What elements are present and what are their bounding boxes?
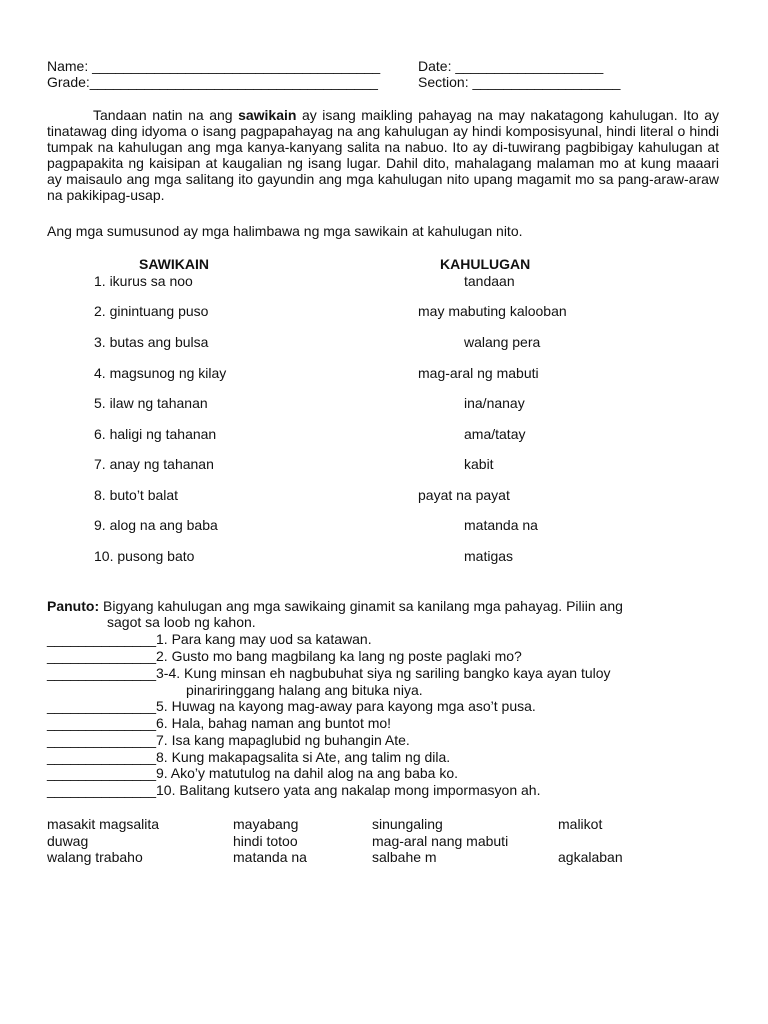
answer-blank[interactable]: ______________ [47, 782, 157, 798]
intro-text-rest: ay isang maikling pahayag na may nakatagong kahulugan. Ito ay tinatawag ding idyoma o isang pagpapahayag na ang kahulugan ay hindi komposisyunal, hindi literal o hindi tumpak na kahulugan ang mga kanya-kanyang salita na nabuo. Ito ay di-tuwirang pagbibigay kahulugan at pagpapakita ng kaisipan at kaugalian ng isang lugar. Dahil dito, mahalagang malaman mo at kung maaari ay maisaulo ang mga salitang ito gayundin ang mga kahulugan nito upang magamit mo sa pang-araw-araw na pakikipag-usap. [47, 107, 719, 203]
item-text: 5. Huwag na kayong mag-away para kayong mga aso’t pusa. [156, 698, 536, 714]
sawikain-item: 4. magsunog ng kilay [94, 365, 227, 381]
item-text: 10. Balitang kutsero yata ang nakalap mong impormasyon ah. [156, 782, 541, 798]
kahulugan-item: payat na payat [418, 487, 510, 503]
item-3-4-continuation: pinariringgang halang ang bituka niya. [186, 682, 423, 698]
answer-blank[interactable]: ______________ [47, 732, 157, 748]
choice-word: mag-aral nang mabuti [372, 833, 509, 849]
exercise-item [47, 732, 410, 748]
sawikain-item: 5. ilaw ng tahanan [94, 395, 208, 411]
item-text: 2. Gusto mo bang magbilang ka lang ng poste paglaki mo? [156, 648, 522, 664]
choice-word: matanda na [233, 849, 307, 865]
answer-blank[interactable]: ______________ [47, 698, 157, 714]
sawikain-item: 7. anay ng tahanan [94, 456, 214, 472]
sawikain-item: 6. haligi ng tahanan [94, 426, 217, 442]
kahulugan-item: mag-aral ng mabuti [418, 365, 539, 381]
choice-word: duwag [47, 833, 89, 849]
kahulugan-item: ama/tatay [464, 426, 526, 442]
sawikain-item: 1. ikurus sa noo [94, 273, 193, 289]
kahulugan-item: may mabuting kalooban [418, 303, 567, 319]
sawikain-header: SAWIKAIN [139, 256, 209, 272]
exercise-item [47, 782, 540, 798]
answer-blank[interactable]: ______________ [47, 765, 157, 781]
grade-field[interactable]: Grade:_____________________________________ [47, 74, 378, 90]
kahulugan-item: ina/nanay [464, 395, 525, 411]
exercise-item [47, 631, 372, 647]
exercise-item [47, 665, 611, 681]
kahulugan-item: kabit [464, 456, 494, 472]
answer-blank[interactable]: ______________ [47, 749, 157, 765]
sawikain-item: 3. butas ang bulsa [94, 334, 209, 350]
panuto-line-2: sagot sa loob ng kahon. [107, 614, 256, 630]
answer-blank[interactable]: ______________ [47, 665, 157, 681]
sawikain-item: 10. pusong bato [94, 548, 195, 564]
kahulugan-item: tandaan [464, 273, 515, 289]
panuto-text-1: Bigyang kahulugan ang mga sawikaing ginamit sa kanilang mga pahayag. Piliin ang [99, 598, 623, 614]
date-field[interactable]: Date: ___________________ [418, 58, 604, 74]
choice-word: masakit magsalita [47, 816, 160, 832]
intro-paragraph [47, 107, 719, 203]
choice-word: malikot [558, 816, 603, 832]
section-field[interactable]: Section: ___________________ [418, 74, 621, 90]
item-text: 6. Hala, bahag naman ang buntot mo! [156, 715, 392, 731]
sawikain-item: 8. buto’t balat [94, 487, 179, 503]
sawikain-term: sawikain [238, 107, 297, 123]
name-field[interactable]: Name: _____________________________________ [47, 58, 381, 74]
intro-text-start: Tandaan natin na ang [93, 107, 239, 123]
item-text: 8. Kung makapagsalita si Ate, ang talim ng dila. [156, 749, 451, 765]
panuto-line-1 [47, 598, 623, 614]
exercise-item [47, 648, 522, 664]
answer-blank[interactable]: ______________ [47, 715, 157, 731]
panuto-label: Panuto: [47, 598, 100, 614]
choice-word: salbahe m [372, 849, 437, 865]
exercise-item [47, 765, 458, 781]
examples-intro: Ang mga sumusunod ay mga halimbawa ng mga sawikain at kahulugan nito. [47, 223, 523, 239]
exercise-item [47, 715, 391, 731]
exercise-item [47, 698, 536, 714]
choice-word: hindi totoo [233, 833, 298, 849]
kahulugan-item: matigas [464, 548, 514, 564]
choice-word: sinungaling [372, 816, 443, 832]
exercise-item [47, 749, 450, 765]
answer-blank[interactable]: ______________ [47, 648, 157, 664]
item-text: 9. Ako’y matutulog na dahil alog na ang baba ko. [156, 765, 459, 781]
kahulugan-item: walang pera [464, 334, 541, 350]
item-text: 3-4. Kung minsan eh nagbubuhat siya ng sariling bangko kaya ayan tuloy [156, 665, 611, 681]
sawikain-item: 2. ginintuang puso [94, 303, 209, 319]
kahulugan-header: KAHULUGAN [440, 256, 531, 272]
sawikain-item: 9. alog na ang baba [94, 517, 218, 533]
item-text: 1. Para kang may uod sa katawan. [156, 631, 372, 647]
choice-word: mayabang [233, 816, 299, 832]
choice-word: agkalaban [558, 849, 623, 865]
item-text: 7. Isa kang mapaglubid ng buhangin Ate. [156, 732, 410, 748]
kahulugan-item: matanda na [464, 517, 538, 533]
answer-blank[interactable]: ______________ [47, 631, 157, 647]
choice-word: walang trabaho [47, 849, 143, 865]
